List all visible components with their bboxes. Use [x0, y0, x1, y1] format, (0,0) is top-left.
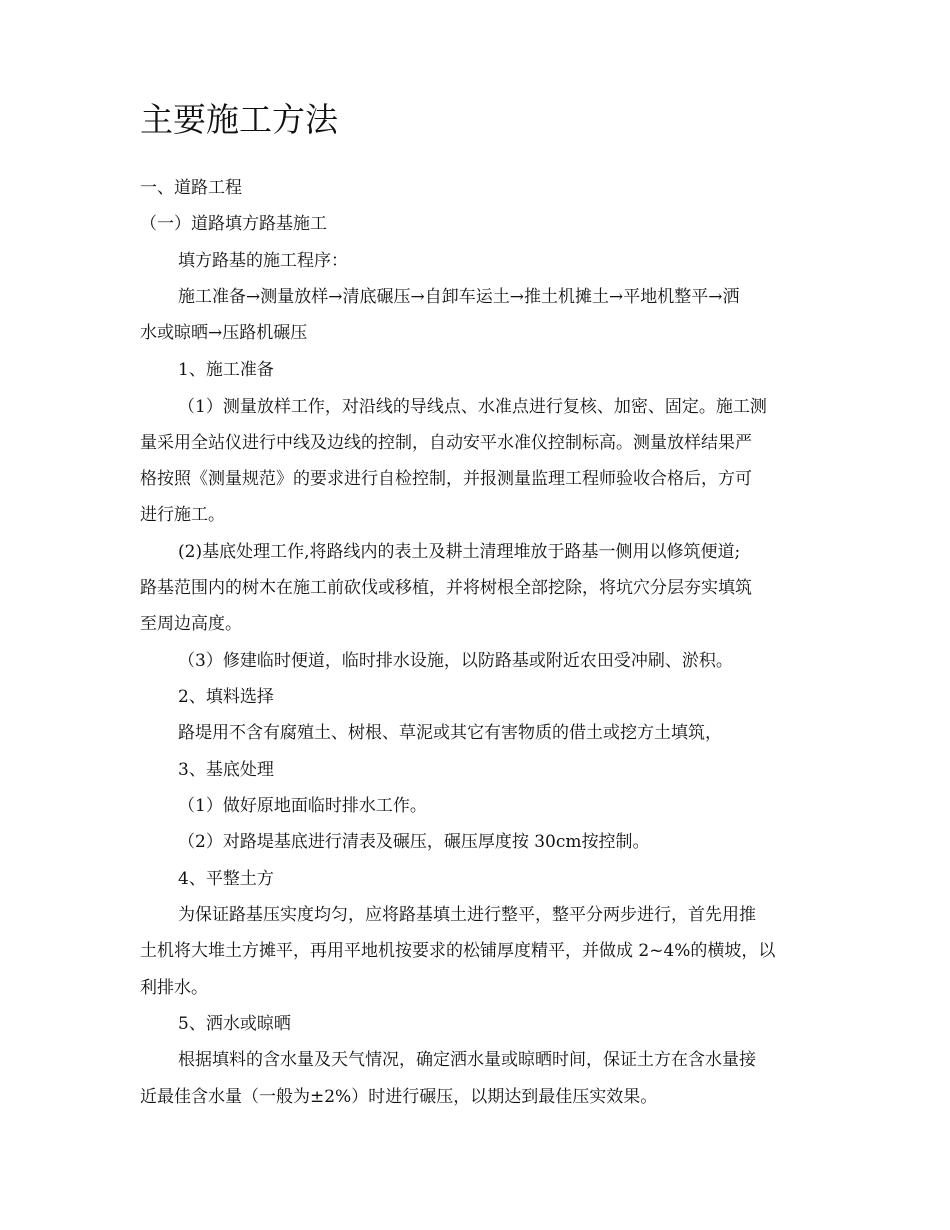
- item-heading: 4、平整土方: [178, 869, 274, 889]
- paragraph-line: 量采用全站仪进行中线及边线的控制，自动安平水准仪控制标高。测量放样结果严: [140, 433, 752, 453]
- paragraph-line: 路基范围内的树木在施工前砍伐或移植，并将树根全部挖除，将坑穴分层夯实填筑: [140, 578, 752, 598]
- paragraph-line: （2）对路堤基底进行清表及碾压，碾压厚度按 30cm按控制。: [178, 832, 650, 852]
- paragraph-line: 水或晾晒→压路机碾压: [140, 323, 308, 343]
- section-heading-roads: 一、道路工程: [140, 178, 242, 198]
- paragraph-line: （3）修建临时便道，临时排水设施，以防路基或附近农田受冲刷、淤积。: [178, 651, 733, 671]
- item-heading: 1、施工准备: [178, 360, 274, 380]
- paragraph-line: 土机将大堆土方摊平，再用平地机按要求的松铺厚度精平，并做成 2~4%的横坡，以: [140, 941, 776, 961]
- paragraph-line: 至周边高度。: [140, 614, 242, 634]
- paragraph-line: 根据填料的含水量及天气情况，确定洒水量或晾晒时间，保证土方在含水量接: [178, 1050, 756, 1070]
- page-title: 主要施工方法: [140, 100, 338, 139]
- paragraph-line: 进行施工。: [140, 505, 225, 525]
- paragraph-line: 格按照《测量规范》的要求进行自检控制，并报测量监理工程师验收合格后，方可: [140, 469, 752, 489]
- paragraph-line: 近最佳含水量（一般为±2%）时进行碾压，以期达到最佳压实效果。: [140, 1087, 658, 1107]
- paragraph-line: 利排水。: [140, 978, 208, 998]
- paragraph-line: （1）测量放样工作，对沿线的导线点、水准点进行复核、加密、固定。施工测: [178, 397, 767, 417]
- paragraph-line: （1）做好原地面临时排水工作。: [178, 796, 427, 816]
- paragraph-line: 为保证路基压实度均匀，应将路基填土进行整平，整平分两步进行，首先用推: [178, 905, 756, 925]
- item-heading: 3、基底处理: [178, 760, 274, 780]
- paragraph-line: 施工准备→测量放样→清底碾压→自卸车运土→推土机摊土→平地机整平→洒: [178, 287, 740, 307]
- subsection-heading-fill-subgrade: （一）道路填方路基施工: [140, 214, 327, 234]
- item-heading: 5、洒水或晾晒: [178, 1014, 291, 1034]
- item-heading: 2、填料选择: [178, 687, 274, 707]
- paragraph-line: (2)基底处理工作,将路线内的表土及耕土清理堆放于路基一侧用以修筑便道;: [178, 542, 741, 562]
- paragraph-line: 路堤用不含有腐殖土、树根、草泥或其它有害物质的借土或挖方土填筑，: [178, 723, 722, 743]
- paragraph-line: 填方路基的施工程序：: [178, 251, 348, 271]
